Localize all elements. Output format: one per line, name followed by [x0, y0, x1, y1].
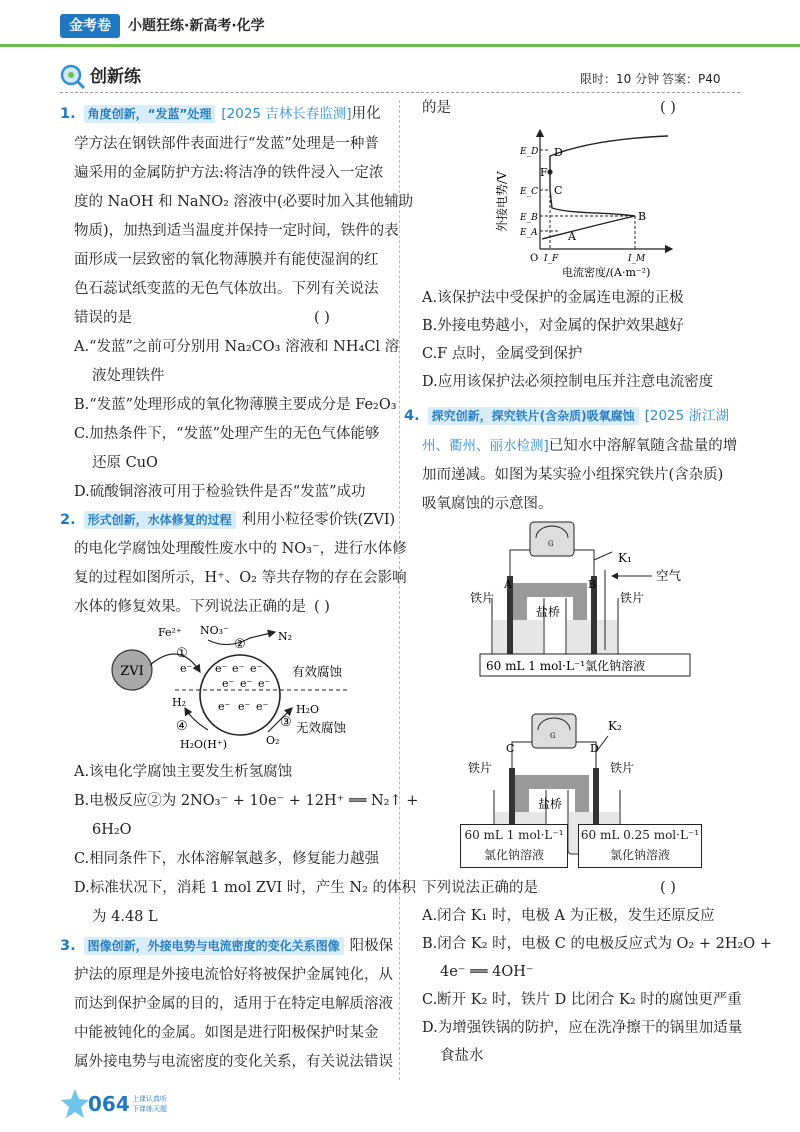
q2-stem-4-text: 水体的修复效果。下列说法正确的是: [74, 599, 306, 615]
electron-label: e⁻: [180, 662, 193, 675]
zvi-corrosion-diagram: [100, 620, 360, 755]
ineffective-corrosion-label: 无效腐蚀: [296, 720, 347, 735]
iron-plate-right-label: 铁片: [620, 591, 645, 605]
electrode-d-label: D: [590, 742, 599, 755]
q4-source-2: 州、衢州、丽水检测]: [422, 438, 549, 454]
q4-stem-4-text: 下列说法正确的是: [422, 880, 538, 896]
q4-option-d-1: D.为增强铁锅的防护，应在洗净擦干的锅里加适量: [422, 1020, 743, 1036]
q2-answer-paren: ( ): [314, 599, 330, 615]
q4-stem-4: [422, 874, 742, 903]
answer-page: 答案：P40: [662, 72, 721, 86]
q4-number: 4.: [404, 408, 420, 424]
water-product-label: H₂O: [296, 703, 320, 716]
q1-line-1: [60, 100, 381, 129]
q3-option-c: C.F 点时，金属受到保护: [422, 346, 583, 362]
point-b-label: B: [638, 210, 647, 223]
q1-stem-4: 度的 NaOH 和 NaNO₂ 溶液中(必要时加入其他辅助: [74, 194, 414, 210]
effective-corrosion-label: 有效腐蚀: [292, 664, 343, 679]
q3-tag: 图像创新，外接电势与电流密度的变化关系图像: [84, 937, 344, 955]
step-4-label: ④: [176, 719, 188, 734]
e-c-tick: E_C: [520, 187, 538, 197]
switch-k2-label: K₂: [608, 719, 622, 733]
solution-box-c: [460, 824, 568, 868]
q3-stem-3: 而达到保护金属的目的，适用于在特定电解质溶液: [74, 996, 393, 1012]
header-rule: [0, 44, 800, 47]
y-axis-label: 外接电势/V: [495, 171, 509, 232]
q3-number: 3.: [60, 938, 76, 954]
potential-current-graph: [480, 124, 680, 284]
q3-stem-6: [422, 94, 742, 123]
q1-stem-1: 用化: [351, 106, 381, 122]
q4-option-b-1: B.闭合 K₂ 时，电极 C 的电极反应式为 O₂ + 2H₂O +: [422, 936, 772, 952]
q2-stem-3: 复的过程如图所示，H⁺、O₂ 等共存物的存在会影响: [74, 570, 407, 586]
header-title: 小题狂练·新高考·化学: [128, 18, 265, 34]
salt-bridge-1-label: 盐桥: [536, 605, 561, 619]
q4-stem-2: 加而递减。如图为某实验小组探究铁片(含杂质): [422, 467, 724, 483]
q1-option-a-2: 液处理铁件: [92, 368, 165, 384]
solution-c-line-2: 氯化钠溶液: [483, 848, 544, 862]
q3-stem-5: 属外接电势与电流密度的变化关系，有关说法错误: [74, 1054, 393, 1070]
q4-stem-1: 已知水中溶解氧随含盐量的增: [548, 438, 738, 454]
q1-option-b: B.“发蓝”处理形成的氧化物薄膜主要成分是 Fe₂O₃: [74, 397, 397, 413]
step-3-label: ③: [280, 715, 292, 730]
solution-c-line-1: 60 mL 1 mol·L⁻¹: [464, 828, 564, 842]
footer-tag-2: 下课练天题: [132, 1105, 167, 1113]
q1-option-a-1: A.“发蓝”之前可分别用 Na₂CO₃ 溶液和 NH₄Cl 溶: [74, 339, 400, 355]
point-c-label: C: [554, 184, 563, 197]
q2-option-d-2: 为 4.48 L: [92, 909, 158, 925]
header: [0, 0, 800, 52]
apparatus-figure-1: [470, 520, 720, 680]
point-a-label: A: [568, 230, 576, 243]
galvanometer-1: [530, 522, 574, 556]
electrode-c-label: C: [506, 742, 515, 755]
switch-k1-label: K₁: [618, 551, 632, 565]
q2-stem-4: [74, 593, 394, 622]
section-rule: [60, 92, 740, 93]
q1-stem-8: [74, 304, 394, 333]
i-f-tick: I_F: [544, 254, 559, 264]
iron-plate-d-label: 铁片: [610, 761, 635, 775]
footer-star-icon: [60, 1088, 90, 1120]
q2-tag: 形式创新，水体修复的过程: [84, 511, 236, 529]
q3-option-a: A.该保护法中受保护的金属连电源的正极: [422, 290, 684, 306]
electron-6: e⁻: [258, 677, 271, 690]
solution-d-line-2: 氯化钠溶液: [609, 848, 670, 862]
iron-plate-left-label: 铁片: [470, 591, 495, 605]
electron-3: e⁻: [250, 662, 263, 675]
q4-option-d-2: 食盐水: [440, 1048, 484, 1064]
q4-tag: 探究创新，探究铁片(含杂质)吸氧腐蚀: [428, 407, 639, 425]
e-d-tick: E_D: [520, 147, 539, 157]
q4-line-2: [422, 432, 737, 461]
section-header: [60, 64, 740, 94]
water-hplus-label: H₂O(H⁺): [180, 738, 228, 751]
x-axis-label: 电流密度/(A·m⁻²): [562, 266, 651, 279]
electrode-b-label: B: [588, 578, 597, 591]
q2-option-a: A.该电化学腐蚀主要发生析氢腐蚀: [74, 764, 293, 780]
section-title: 创新练: [90, 67, 141, 87]
e-a-tick: E_A: [520, 228, 538, 238]
header-badge: 金考卷: [60, 14, 120, 38]
q4-option-a: A.闭合 K₁ 时，电极 A 为正极，发生还原反应: [422, 908, 715, 924]
q4-option-b-2: 4e⁻ ══ 4OH⁻: [440, 964, 534, 980]
n2-label: N₂: [278, 630, 293, 643]
electron-9: e⁻: [256, 700, 269, 713]
i-m-tick: I_M: [628, 254, 646, 264]
q3-stem-1: 阳极保: [349, 938, 394, 954]
q1-stem-3: 遍采用的金属防护方法:将洁净的铁件浸入一定浓: [74, 165, 384, 181]
switch-k1: [594, 552, 612, 560]
h2-label: H₂: [172, 696, 187, 709]
time-limit: 限时：10 分钟: [580, 72, 660, 86]
q1-stem-7: 色石蕊试纸变蓝的无色气体放出。下列有关说法: [74, 281, 379, 297]
q1-answer-paren: ( ): [314, 310, 330, 326]
q1-stem-8-text: 错误的是: [74, 310, 132, 326]
q4-answer-paren: ( ): [660, 880, 676, 896]
q4-line-1: [404, 402, 729, 431]
q2-stem-2: 的电化学腐蚀处理酸性废水中的 NO₃⁻，进行水体修: [74, 541, 407, 557]
q1-stem-2: 学方法在钢铁部件表面进行“发蓝”处理是一种普: [74, 136, 379, 152]
q3-option-b: B.外接电势越小，对金属的保护效果越好: [422, 318, 684, 334]
page-number: 064: [88, 1092, 130, 1116]
q1-number: 1.: [60, 106, 76, 122]
fe2-label: Fe²⁺: [158, 626, 182, 639]
galvanometer-2: [532, 714, 576, 748]
galvanometer-2-label: G: [550, 732, 556, 740]
air-label: 空气: [656, 568, 682, 583]
electron-2: e⁻: [232, 662, 245, 675]
q2-stem-1: 利用小粒径零价铁(ZVI): [241, 512, 396, 528]
q1-source: [2025 吉林长春监测]: [221, 106, 352, 122]
point-f: [547, 169, 552, 174]
q1-option-c-1: C.加热条件下，“发蓝”处理产生的无色气体能够: [74, 426, 380, 442]
iron-plate-c-label: 铁片: [468, 761, 493, 775]
origin-label: O: [530, 253, 539, 264]
q1-option-c-2: 还原 CuO: [92, 455, 158, 471]
o2-label: O₂: [266, 734, 280, 747]
q3-line-1: [60, 932, 393, 961]
point-f-label: F: [540, 166, 548, 179]
point-d-label: D: [554, 146, 563, 159]
q4-source-1: [2025 浙江湖: [644, 408, 730, 424]
search-lightbulb-icon: [60, 64, 86, 90]
step-1-label: ①: [176, 646, 188, 661]
electron-1: e⁻: [215, 662, 228, 675]
electron-5: e⁻: [240, 677, 253, 690]
q1-stem-5: 物质)，加热到适当温度并保持一定时间，铁件的表: [74, 223, 399, 239]
solution-label-1: 60 mL 1 mol·L⁻¹氯化钠溶液: [486, 659, 646, 673]
q3-stem-2: 护法的原理是外接电流恰好将被保护金属钝化，从: [74, 967, 393, 983]
q2-option-d-1: D.标准状况下，消耗 1 mol ZVI 时，产生 N₂ 的体积: [74, 880, 416, 896]
electrode-a-label: A: [504, 578, 512, 591]
salt-bridge-2-label: 盐桥: [538, 797, 563, 811]
q3-stem-4: 中能被钝化的金属。如图是进行阳极保护时某金: [74, 1025, 379, 1041]
q4-stem-3: 吸氧腐蚀的示意图。: [422, 496, 553, 512]
q2-option-b-2: 6H₂O: [92, 822, 132, 838]
solution-box-d: [578, 824, 702, 868]
footer: [60, 1088, 180, 1122]
q3-stem-6-text: 的是: [422, 100, 451, 116]
zvi-label: ZVI: [120, 664, 144, 679]
q3-option-d: D.应用该保护法必须控制电压并注意电流密度: [422, 374, 714, 390]
electron-7: e⁻: [218, 700, 231, 713]
nitrate-label: NO₃⁻: [200, 624, 229, 637]
q1-stem-6: 面形成一层致密的氧化物薄膜并有能使湿润的红: [74, 252, 379, 268]
q2-line-1: [60, 506, 395, 535]
q1-option-d: D.硫酸铜溶液可用于检验铁件是否“发蓝”成功: [74, 484, 366, 500]
footer-tag-1: 上课认真听: [132, 1095, 167, 1103]
q2-option-b-1: B.电极反应②为 2NO₃⁻ + 10e⁻ + 12H⁺ ══ N₂↑ +: [74, 793, 419, 809]
e-b-tick: E_B: [520, 213, 538, 223]
solution-d-line-1: 60 mL 0.25 mol·L⁻¹: [580, 828, 700, 842]
q2-option-c: C.相同条件下，水体溶解氧越多，修复能力越强: [74, 851, 380, 867]
galvanometer-1-label: G: [548, 540, 554, 548]
q2-number: 2.: [60, 512, 76, 528]
electron-4: e⁻: [222, 677, 235, 690]
q4-option-c: C.断开 K₂ 时，铁片 D 比闭合 K₂ 时的腐蚀更严重: [422, 992, 742, 1008]
q3-answer-paren: ( ): [660, 100, 676, 116]
electron-8: e⁻: [238, 700, 251, 713]
step-2-label: ②: [234, 637, 246, 652]
q1-tag: 角度创新，“发蓝”处理: [84, 105, 216, 123]
